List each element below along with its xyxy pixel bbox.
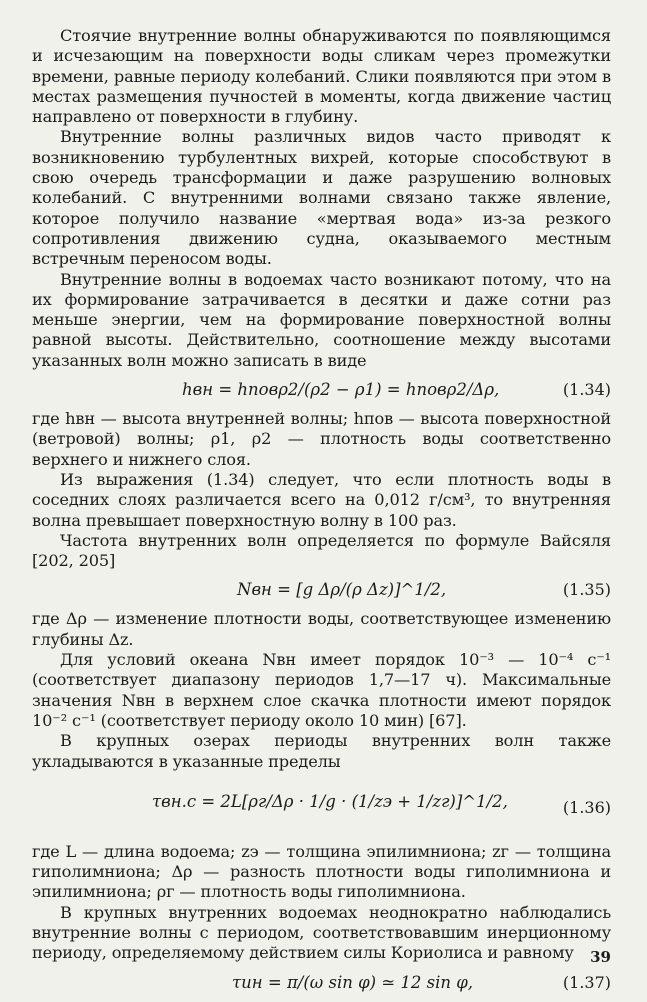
formula-1-37 <box>32 964 611 1002</box>
page-number: 39 <box>590 948 611 966</box>
formula-1-37-expression: τин = π/(ω sin φ) ≃ 12 sin φ, <box>232 972 474 992</box>
formula-1-37-number: (1.37) <box>562 972 611 992</box>
formula-1-36 <box>32 772 611 842</box>
formula-1-36-expression: τвн.с = 2L[ρг/Δρ · 1/g · (1/zэ + 1/zг)]^1/2, <box>152 791 508 811</box>
formula-1-34-expression: hвн = hповρ2/(ρ2 − ρ1) = hповρ2/Δρ, <box>182 380 500 400</box>
paragraph-density-difference: Из выражения (1.34) следует, что если плотность воды в соседних слоях различается всего на 0,012 г/см³, то внутренняя волна превышает поверхностную волну в 100 раз. <box>32 469 611 530</box>
paragraph-energy: Внутренние волны в водоемах часто возникают потому, что на их формирование затрачивается в десятки и даже сотни раз меньше энергии, чем на формирование поверхностной волны равной высоты. Действительно, соотношение между высотами указанных волн можно записать в виде <box>32 269 611 370</box>
formula-1-35 <box>32 571 611 609</box>
formula-1-35-expression: Nвн = [g Δρ/(ρ Δz)]^1/2, <box>237 580 447 600</box>
paragraph-ocean-conditions: Для условий океана Nвн имеет порядок 10⁻³ — 10⁻⁴ с⁻¹ (соответствует диапазону периодов 1,7—17 ч). Максимальные значения Nвн в верхнем слое скачка плотности имеют порядок 10⁻² с⁻¹ (соответствует периоду около 10 мин) [67]. <box>32 650 611 730</box>
paragraph-standing-waves: Стоячие внутренние волны обнаруживаются по появляющимся и исчезающим на поверхности воды сликам через промежутки времени, равные периоду колебаний. Слики появляются при этом в местах размещения пучностей в моменты, когда движение частиц направлено от поверхности в глубину. <box>32 26 611 127</box>
paragraph-definitions-1-36: где L — длина водоема; zэ — толщина эпилимниона; zг — толщина гиполимниона; Δρ — разность плотности воды гиполимниона и эпилимниона; ρг — плотность воды гиполимниона. <box>32 841 611 902</box>
paragraph-turbulence: Внутренние волны различных видов часто приводят к возникновению турбулентных вихрей, которые способствуют в свою очередь трансформации и даже разрушению волновых колебаний. С внутренними волнами связано также явление, которое получило название «мертвая вода» из-за резкого сопротивления движению судна, оказываемого местным встречным переносом воды. <box>32 127 611 269</box>
formula-1-36-number: (1.36) <box>562 797 611 817</box>
formula-1-35-number: (1.35) <box>562 580 611 600</box>
paragraph-inertial-period: В крупных внутренних водоемах неоднократно наблюдались внутренние волны с периодом, соответствовавшим инерционному периоду, определяемому действием силы Кориолиса и равному <box>32 902 611 963</box>
paragraph-lakes: В крупных озерах периоды внутренних волн также укладываются в указанные пределы <box>32 731 611 771</box>
paragraph-definitions-1-35: где Δρ — изменение плотности воды, соответствующее изменению глубины Δz. <box>32 609 611 649</box>
formula-1-34 <box>32 371 611 409</box>
paragraph-definitions-1-34: где hвн — высота внутренней волны; hпов — высота поверхностной (ветровой) волны; ρ1, ρ2 — плотность воды соответственно верхнего и нижнего слоя. <box>32 409 611 469</box>
formula-1-34-number: (1.34) <box>562 380 611 400</box>
paragraph-vaisala: Частота внутренних волн определяется по формуле Вайсяля [202, 205] <box>32 530 611 571</box>
